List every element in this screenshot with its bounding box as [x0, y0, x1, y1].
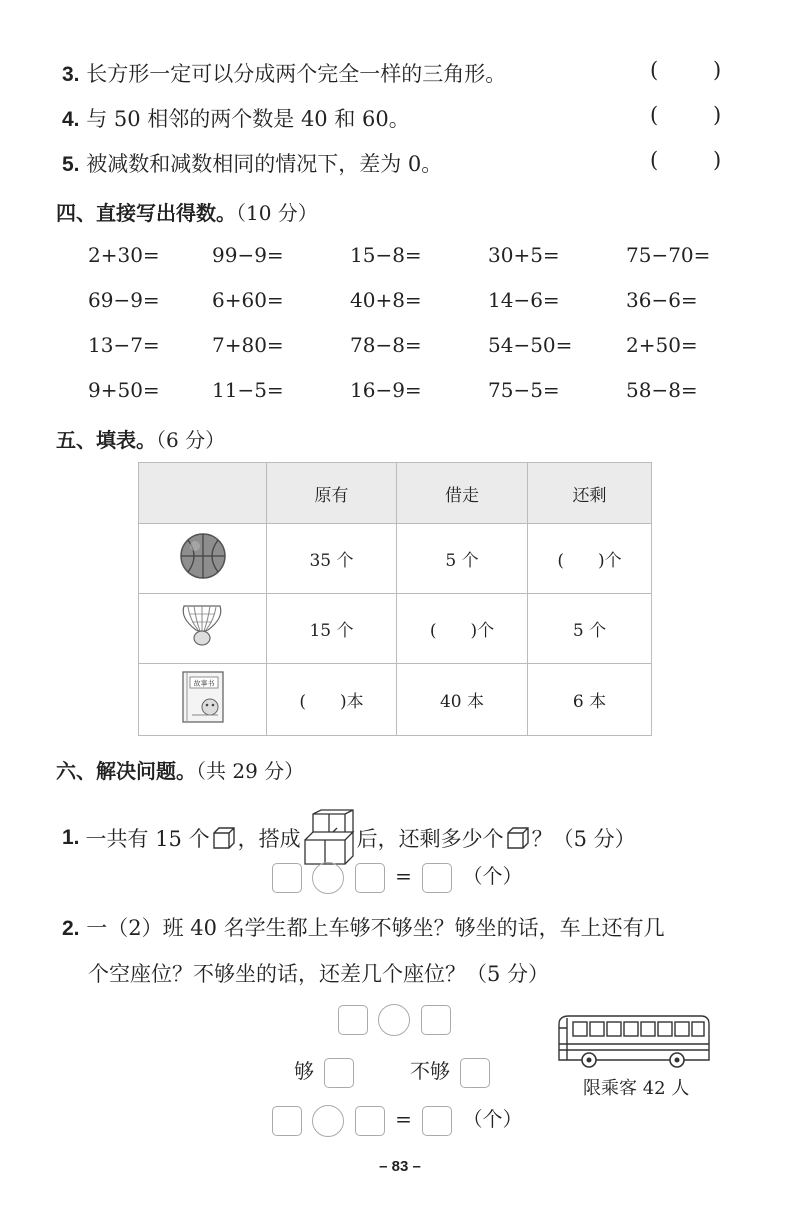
fill-table	[138, 462, 652, 736]
question-text: 被减数和减数相同的情况下，差为 0。	[86, 152, 443, 176]
cube-stack-icon	[303, 808, 355, 868]
calc-item: 40+8=	[350, 288, 422, 312]
table-row	[139, 524, 652, 594]
comparison-template	[338, 1004, 455, 1036]
answer-paren-close: )	[713, 58, 722, 82]
calc-item: 2+50=	[626, 333, 698, 357]
calc-item: 99−9=	[212, 243, 284, 267]
calc-item: 7+80=	[212, 333, 284, 357]
judge-question-5	[62, 148, 442, 178]
judge-question-4	[62, 103, 410, 133]
bus-capacity-caption: 限乘客 42 人	[583, 1078, 690, 1099]
problem-text-part: 后，还剩多少个	[356, 827, 504, 851]
section-title: 五、填表。	[56, 428, 156, 452]
calc-item: 9+50=	[88, 378, 160, 402]
table-cell: 35 个	[267, 524, 397, 594]
table-cell: ( )个	[397, 594, 528, 664]
table-cell: 5 个	[528, 594, 652, 664]
operator-circle[interactable]	[312, 1105, 344, 1137]
table-header-remaining: 还剩	[528, 463, 652, 524]
result-box[interactable]	[422, 863, 452, 893]
judge-question-3	[62, 58, 506, 88]
problem-number: 2.	[62, 917, 80, 940]
question-number: 4.	[62, 108, 80, 131]
answer-paren-open: (	[650, 148, 659, 172]
answer-box[interactable]	[272, 863, 302, 893]
table-cell: ( )个	[528, 524, 652, 594]
storybook-icon	[139, 664, 267, 736]
calc-item: 16−9=	[350, 378, 422, 402]
problem-2	[62, 912, 665, 942]
answer-paren-close: )	[713, 103, 722, 127]
calc-item: 6+60=	[212, 288, 284, 312]
calc-item: 69−9=	[88, 288, 160, 312]
section-title: 四、直接写出得数。	[56, 201, 236, 225]
calc-item: 13−7=	[88, 333, 160, 357]
problem-1	[62, 808, 636, 868]
calc-item: 30+5=	[488, 243, 560, 267]
equation-template	[272, 860, 527, 894]
answer-box[interactable]	[272, 1106, 302, 1136]
calc-item: 58−8=	[626, 378, 698, 402]
calc-item: 14−6=	[488, 288, 560, 312]
question-text: 与 50 相邻的两个数是 40 和 60。	[86, 107, 410, 131]
section-5-heading	[56, 424, 225, 453]
table-header-row	[139, 463, 652, 524]
table-header-borrowed: 借走	[397, 463, 528, 524]
enough-check-box[interactable]	[324, 1058, 354, 1088]
not-enough-check-box[interactable]	[460, 1058, 490, 1088]
problem-text-part: ，搭成	[237, 827, 301, 851]
problem-2-line2: 个空座位？不够坐的话，还差几个座位？（5 分）	[88, 962, 550, 986]
table-cell: 40 本	[397, 664, 528, 736]
table-cell: 5 个	[397, 524, 528, 594]
book-cover-label: 故事书	[193, 679, 214, 688]
problem-text-part: ？（5 分）	[531, 827, 636, 851]
calc-item: 36−6=	[626, 288, 698, 312]
section-score: （共 29 分）	[196, 759, 305, 783]
answer-paren-open: (	[650, 58, 659, 82]
enough-label: 够	[294, 1059, 314, 1083]
answer-box[interactable]	[338, 1005, 368, 1035]
section-score: （10 分）	[236, 201, 318, 225]
section-score: （6 分）	[156, 428, 226, 452]
question-text: 长方形一定可以分成两个完全一样的三角形。	[86, 62, 507, 86]
section-6-heading	[56, 755, 304, 784]
section-title: 六、解决问题。	[56, 759, 196, 783]
table-header-empty	[139, 463, 267, 524]
equals-sign: =	[395, 864, 412, 888]
table-header-original: 原有	[267, 463, 397, 524]
enough-option	[294, 1055, 358, 1088]
question-number: 5.	[62, 153, 80, 176]
problem-text-line: 一（2）班 40 名学生都上车够不够坐？够坐的话，车上还有几	[86, 916, 665, 940]
answer-paren-open: (	[650, 103, 659, 127]
table-cell: ( )本	[267, 664, 397, 736]
table-cell: 15 个	[267, 594, 397, 664]
calc-item: 11−5=	[212, 378, 284, 402]
answer-box[interactable]	[355, 863, 385, 893]
not-enough-label: 不够	[410, 1059, 450, 1083]
shuttlecock-icon	[139, 594, 267, 664]
question-number: 3.	[62, 63, 80, 86]
unit-label: （个）	[462, 864, 523, 888]
table-row	[139, 664, 652, 736]
calc-item: 78−8=	[350, 333, 422, 357]
calc-item: 75−5=	[488, 378, 560, 402]
table-row	[139, 594, 652, 664]
calc-item: 75−70=	[626, 243, 711, 267]
calc-item: 2+30=	[88, 243, 160, 267]
calc-item: 54−50=	[488, 333, 573, 357]
table-cell: 6 本	[528, 664, 652, 736]
answer-box[interactable]	[421, 1005, 451, 1035]
cube-icon	[210, 824, 238, 852]
not-enough-option	[410, 1055, 494, 1088]
bus-icon	[553, 1010, 713, 1072]
answer-box[interactable]	[355, 1106, 385, 1136]
basketball-icon	[139, 524, 267, 594]
compare-circle[interactable]	[378, 1004, 410, 1036]
unit-label: （个）	[462, 1107, 523, 1131]
operator-circle[interactable]	[312, 862, 344, 894]
calc-item: 15−8=	[350, 243, 422, 267]
answer-paren-close: )	[713, 148, 722, 172]
cube-icon	[504, 824, 532, 852]
page-number: – 83 –	[379, 1158, 421, 1175]
problem-number: 1.	[62, 826, 80, 849]
equation-template	[272, 1103, 527, 1137]
problem-text-part: 一共有 15 个	[85, 827, 210, 851]
result-box[interactable]	[422, 1106, 452, 1136]
equals-sign: =	[395, 1107, 412, 1131]
section-4-heading	[56, 197, 318, 226]
